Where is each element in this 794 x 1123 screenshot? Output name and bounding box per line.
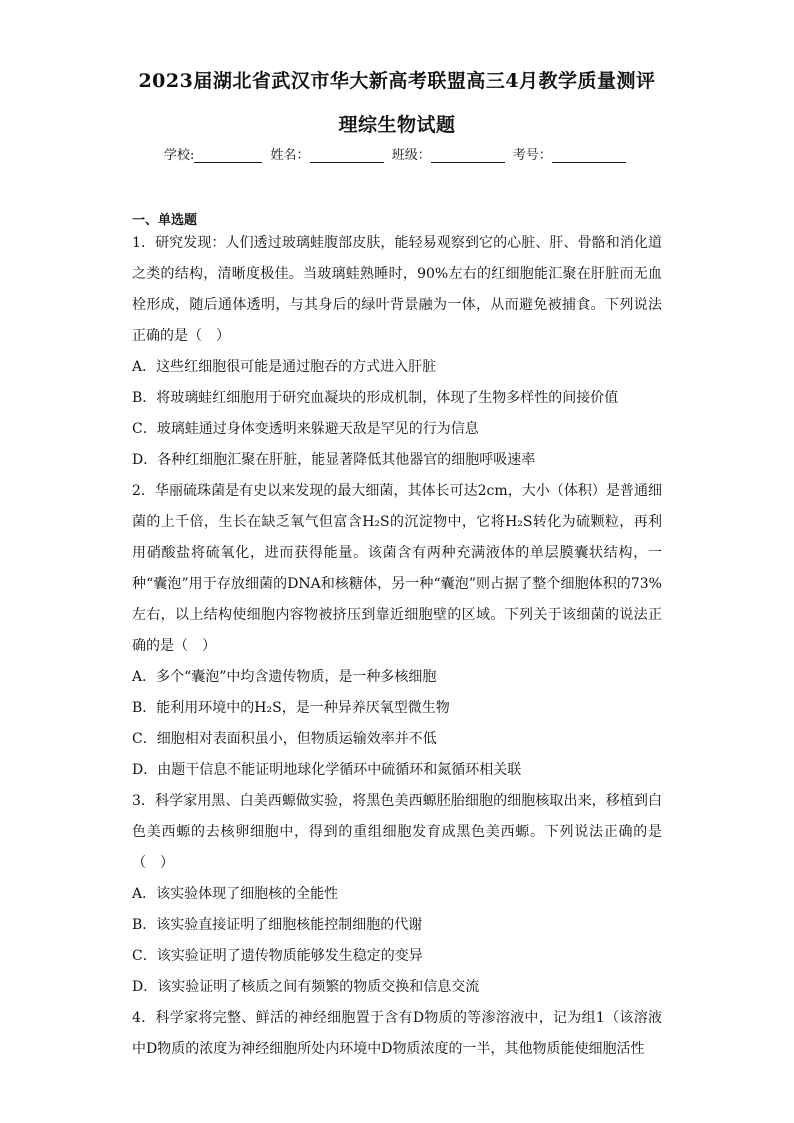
exam-number-blank[interactable]	[552, 148, 626, 163]
option-a: A．多个“囊泡”中均含遗传物质，是一种多核细胞	[132, 669, 437, 685]
name-blank[interactable]	[310, 148, 384, 163]
question-4	[132, 1003, 662, 1065]
option-a: A．这些红细胞很可能是通过胞吞的方式进入肝脏	[132, 359, 437, 375]
option-b: B．该实验直接证明了细胞核能控制细胞的代谢	[132, 917, 423, 933]
question-1	[132, 228, 662, 476]
option-c: C．该实验证明了遗传物质能够发生稳定的变异	[132, 948, 423, 964]
class-label: 班级：	[391, 148, 431, 163]
question-2	[132, 476, 662, 786]
question-stem: 4．科学家将完整、鲜活的神经细胞置于含有D物质的等渗溶液中，记为组1（该溶液中D物质的浓度为神经细胞所处内环境中D物质浓度的一半，其他物质能使细胞活性	[132, 1010, 662, 1057]
question-stem: 3．科学家用黑、白美西螈做实验，将黑色美西螈胚胎细胞的细胞核取出来，移植到白色美西螈的去核卵细胞中，得到的重组细胞发育成黑色美西螈。下列说法正确的是（ ）	[132, 793, 662, 871]
exam-title-line2: 理综生物试题	[338, 114, 456, 136]
class-blank[interactable]	[431, 148, 505, 163]
option-c: C．细胞相对表面积虽小，但物质运输效率并不低	[132, 731, 437, 747]
questions-area	[132, 228, 662, 1065]
option-c: C．玻璃蛙通过身体变透明来躲避天敌是罕见的行为信息	[132, 421, 479, 437]
option-b: B．将玻璃蛙红细胞用于研究血凝块的形成机制，体现了生物多样性的间接价值	[132, 390, 619, 406]
exam-title-line1: 2023届湖北省武汉市华大新高考联盟高三4月教学质量测评	[138, 70, 656, 92]
exam-number-label: 考号：	[512, 148, 552, 163]
option-a: A．该实验体现了细胞核的全能性	[132, 886, 339, 902]
name-label: 姓名：	[270, 148, 310, 163]
option-b: B．能利用环境中的H₂S，是一种异养厌氧型微生物	[132, 700, 450, 716]
option-d: D．各种红细胞汇聚在肝脏，能显著降低其他器官的细胞呼吸速率	[132, 452, 536, 468]
question-stem: 2．华丽硫珠菌是有史以来发现的最大细菌，其体长可达2cm，大小（体积）是普通细菌的上千倍，生长在缺乏氧气但富含H₂S的沉淀物中，它将H₂S转化为硫颗粒，再利用硝酸盐将硫氧化，进而获得能量。该菌含有两种充满液体的单层膜囊状结构，一种“囊泡”用于存放细菌的DNA和核糖体，另一种“囊泡”则占据了整个细胞体积的73%左右，以上结构使细胞内容物被挤压到靠近细胞壁的区域。下列关于该细菌的说法正确的是（ ）	[132, 483, 662, 654]
option-d: D．由题干信息不能证明地球化学循环中硫循环和氮循环相关联	[132, 762, 522, 778]
question-3	[132, 786, 662, 1003]
option-d: D．该实验证明了核质之间有频繁的物质交换和信息交流	[132, 979, 480, 995]
section-heading: 一、单选题	[132, 213, 198, 228]
question-stem: 1．研究发现：人们透过玻璃蛙腹部皮肤，能轻易观察到它的心脏、肝、骨骼和消化道之类的结构，清晰度极佳。当玻璃蛙熟睡时，90%左右的红细胞能汇聚在肝脏而无血栓形成，随后通体透明，与其身后的绿叶背景融为一体，从而避免被捕食。下列说法正确的是（ ）	[132, 235, 662, 344]
school-blank[interactable]	[194, 148, 262, 163]
school-label: 学校:	[164, 148, 195, 163]
student-info-row	[164, 144, 634, 163]
